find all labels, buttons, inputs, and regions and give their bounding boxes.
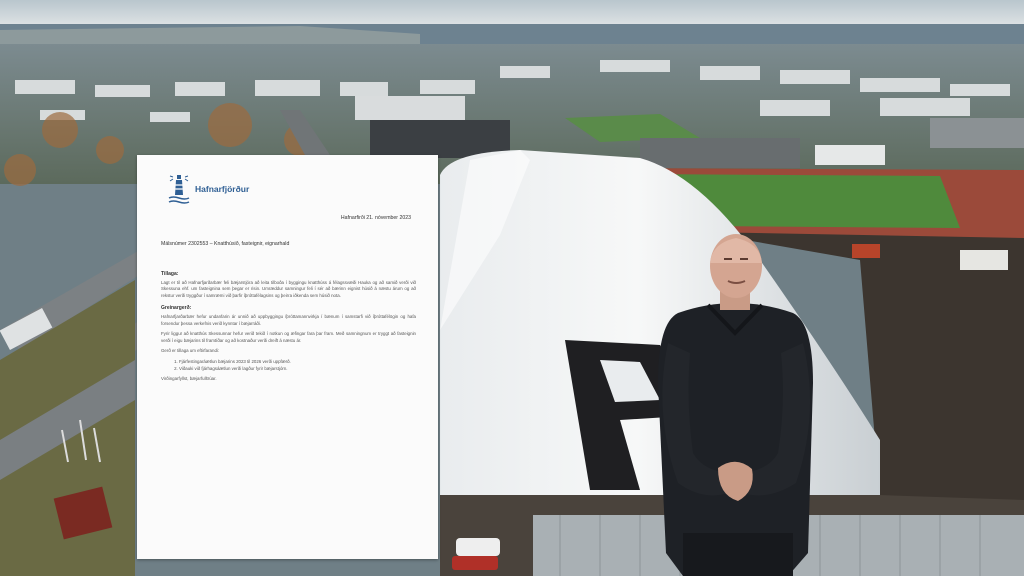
section-heading: Greinargerð: bbox=[161, 305, 192, 312]
letter-date: Hafnarfirði 21. nóvember 2023 bbox=[340, 215, 411, 221]
section-heading: Tillaga: bbox=[161, 271, 179, 277]
letter-body bbox=[161, 265, 416, 387]
list-item: 2. Viðauki við fjárhagsáætlun verði lagður fyrir bæjarstjórn. bbox=[179, 366, 416, 373]
logo-text: Hafnarfjörður bbox=[195, 184, 250, 194]
letter-subject: Málsnúmer 2302553 – Knatthúsið, fasteignir, eignarhald bbox=[161, 241, 290, 247]
paragraph: Lagt er til að Hafnarfjarðarbær feli bæjarstjóra að leita tilboða í byggingu knatthúss á félagssvæði Hauka og að samið verði við Skessuna ehf. um fasteignina sem þegar er risin. Umræddur samningur feli í sér að bærinn eignist húsið á næstu árum og að rekstur verði tryggður í samræmi við þarfir íþróttafélagsins og þeirra iðkenda sem húsið nota. bbox=[161, 279, 416, 298]
paragraph: Fyrir liggur að knatthús Skessunnar hefur verið tekið í notkun og æfingar fara þar fram. Með samningnum er tryggt að fasteignin verði í eigu bæjarins til framtíðar og að kostnaður verði dreift á næstu ár. bbox=[161, 331, 416, 343]
paragraph: Hafnarfjarðarbær hefur undanfarin ár unnið að uppbyggingu íþróttamannvirkja í bænum í samstarfi við íþróttafélögin og hafa forsendur þessa verkefnis verið kynntar í bæjarráði. bbox=[161, 313, 416, 326]
letter-document bbox=[137, 155, 438, 559]
numbered-list bbox=[161, 359, 416, 372]
speaking-man bbox=[648, 233, 823, 576]
list-item: 1. Fjárfestingaráætlun bæjarins 2023 til 2026 verði uppfærð. bbox=[179, 359, 416, 366]
lighthouse-icon bbox=[168, 173, 190, 205]
closing-line: Virðingarfyllst, bæjarfulltrúar. bbox=[161, 376, 217, 382]
letterhead bbox=[168, 173, 249, 205]
paragraph: Gerð er tillaga um eftirfarandi: bbox=[161, 348, 220, 354]
